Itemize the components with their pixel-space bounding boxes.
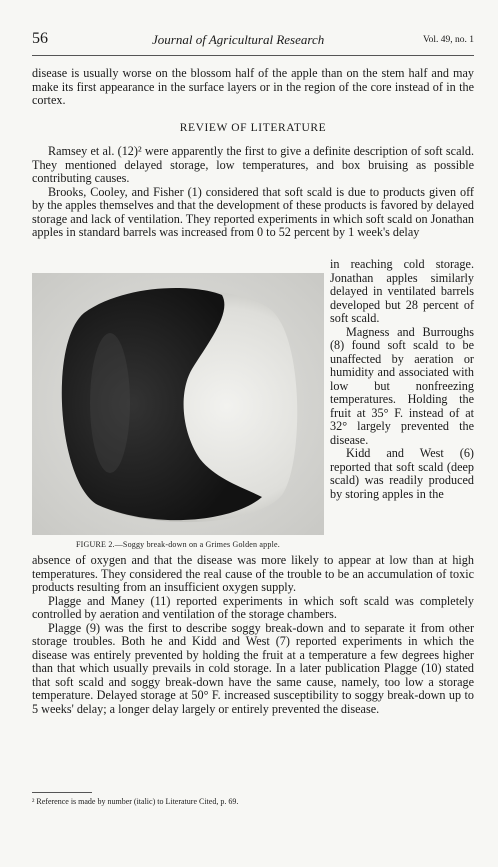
page-header	[32, 30, 474, 52]
volume-number: Vol. 49, no. 1	[422, 35, 474, 45]
figure-apple-photo	[32, 273, 324, 535]
paragraph-plagge: Plagge (9) was the first to describe soggy break-down and to separate it from other storage troubles. Both he and Kidd and West (7) reported experiments in which the disease was entirely prevented by holding the fruit at a temperature a few degrees higher than that which usually prevails in cold storage. In a later publication Plagge (10) stated that soft scald and soggy break-down have the same cause, namely, too low a storage temperature. Delayed storage at 50° F. increased susceptibility to soggy break-down up to 5 weeks' delay; a longer delay largely or entirely prevented the disease.	[32, 620, 474, 716]
intro-paragraph: disease is usually worse on the blossom half of the apple than on the stem half and may make its first appearance in the surface layers or in the region of the core instead of in the cortex.	[32, 66, 474, 107]
paragraph-plagge-maney: Plagge and Maney (11) reported experiments in which soft scald was completely controlled by aeration and ventilation of the storage chambers.	[32, 593, 474, 621]
figure-caption: FIGURE 2.—Soggy break-down on a Grimes Golden apple.	[76, 540, 280, 549]
top-paragraphs	[32, 145, 474, 240]
side-paragraph-magness: Magness and Burroughs (8) found soft scald to be unaffected by aeration or humidity and associated with low but nonfreezing temperatures. Holding the fruit at 35° F. instead of at 32° largely prevented the disease.	[330, 324, 474, 447]
section-heading: REVIEW OF LITERATURE	[179, 122, 327, 134]
paragraph-absence: absence of oxygen and that the disease was more likely to appear at low than at high temperatures. They considered the real cause of the trouble to be an accumulation of toxic products resulting from an insufficient oxygen supply.	[32, 553, 474, 594]
paragraph-brooks: Brooks, Cooley, and Fisher (1) considered that soft scald is due to products given off by the apples themselves and that the development of these products is favored by delayed storage and lack of ventilation. They reported experiments in which soft scald on Jonathan apples in standard barrels was increased from 0 to 52 percent by 1 week's delay	[32, 184, 474, 239]
intro-block	[32, 67, 474, 108]
side-paragraph-kidd: Kidd and West (6) reported that soft scald (deep scald) was readily produced by storing apples in the	[330, 446, 474, 501]
header-rule	[32, 55, 474, 56]
footnote: ² Reference is made by number (italic) to Literature Cited, p. 69.	[32, 797, 239, 806]
paragraph-ramsey: Ramsey et al. (12)² were apparently the first to give a definite description of soft scald. They mentioned delayed storage, low temperatures, and box bruising as possible contributing causes.	[32, 144, 474, 185]
bottom-paragraphs	[32, 554, 474, 716]
footnote-rule	[32, 792, 92, 793]
side-paragraph-continuation: in reaching cold storage. Jonathan apples similarly delayed in ventilated barrels developed but 28 percent of soft scald.	[330, 257, 474, 325]
journal-title: Journal of Agricultural Research	[152, 32, 325, 47]
side-column	[330, 258, 474, 501]
page-number: 56	[32, 30, 48, 47]
apple-image	[32, 273, 324, 535]
